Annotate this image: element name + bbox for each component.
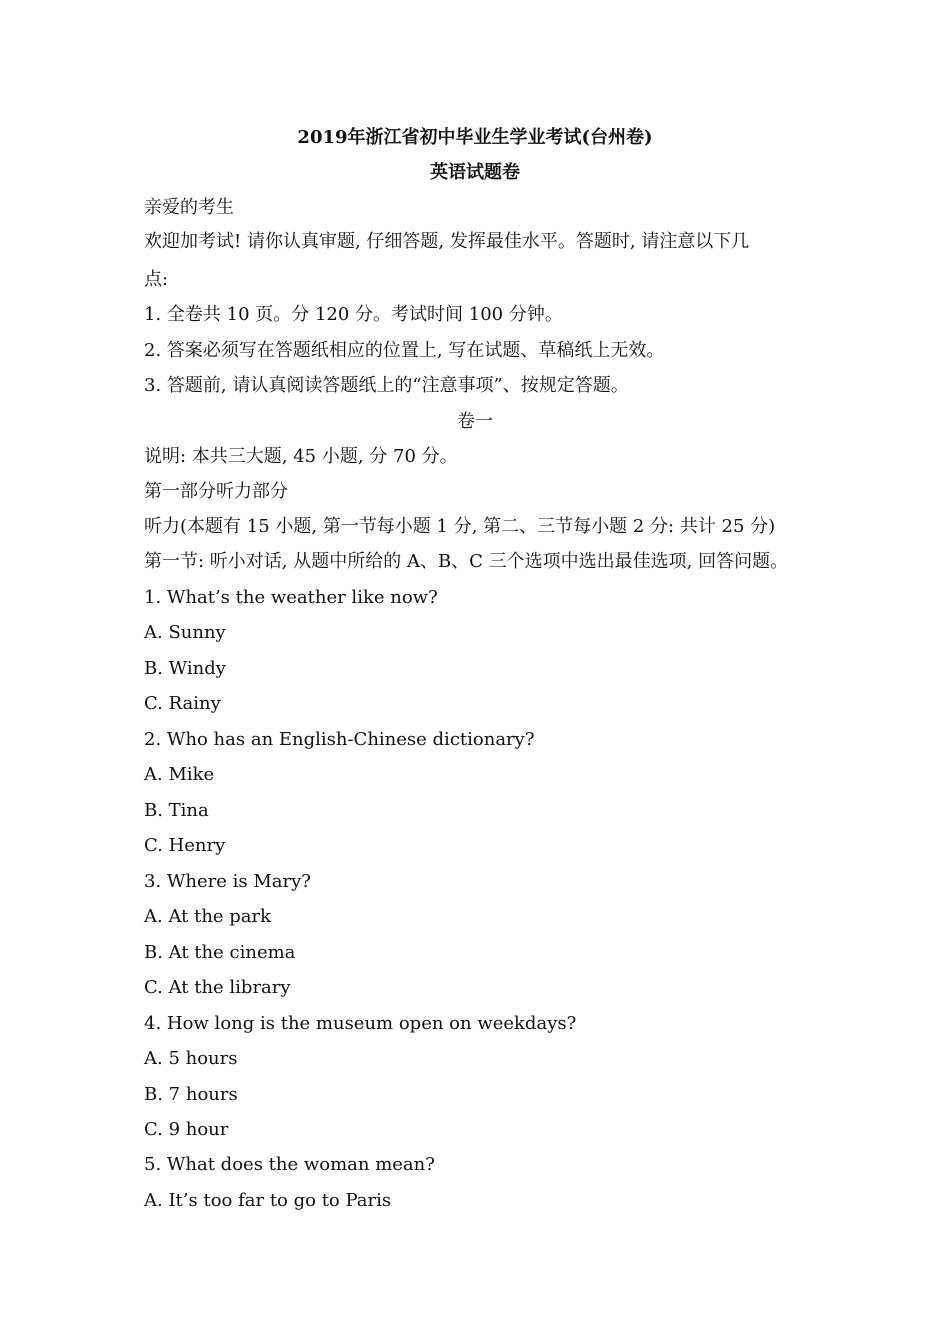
question-stem: 2. Who has an English-Chinese dictionary? [144, 729, 535, 750]
part-title: 第一部分听力部分 [144, 481, 288, 502]
answer-option: C. Rainy [144, 693, 221, 714]
answer-option: B. At the cinema [144, 942, 296, 963]
note-item: 1. 全卷共 10 页。分 120 分。考试时间 100 分钟。 [144, 304, 563, 325]
section-one-intro: 第一节: 听小对话, 从题中所给的 A、B、C 三个选项中选出最佳选项, 回答问题。 [144, 551, 789, 572]
answer-option: B. 7 hours [144, 1084, 238, 1105]
welcome-line-1: 欢迎加考试! 请你认真审题, 仔细答题, 发挥最佳水平。答题时, 请注意以下几 [144, 231, 750, 252]
answer-option: A. Sunny [144, 622, 226, 643]
greeting: 亲爱的考生 [144, 197, 234, 218]
paper-heading: 卷一 [457, 411, 493, 432]
answer-option: A. At the park [144, 906, 272, 927]
welcome-line-2: 点: [144, 269, 169, 290]
exam-title: 2019年浙江省初中毕业生学业考试(台州卷) [297, 127, 653, 148]
answer-option: B. Windy [144, 658, 226, 679]
answer-option: C. 9 hour [144, 1119, 229, 1140]
answer-option: C. Henry [144, 835, 226, 856]
exam-subtitle: 英语试题卷 [430, 162, 520, 183]
answer-option: A. Mike [144, 764, 215, 785]
note-item: 3. 答题前, 请认真阅读答题纸上的“注意事项”、按规定答题。 [144, 375, 629, 396]
note-item: 2. 答案必须写在答题纸相应的位置上, 写在试题、草稿纸上无效。 [144, 340, 665, 361]
listening-intro: 听力(本题有 15 小题, 第一节每小题 1 分, 第二、三节每小题 2 分: 共计 25 分) [144, 516, 776, 537]
question-stem: 4. How long is the museum open on weekdays? [144, 1013, 577, 1034]
question-stem: 3. Where is Mary? [144, 871, 311, 892]
answer-option: C. At the library [144, 977, 291, 998]
answer-option: A. 5 hours [144, 1048, 238, 1069]
question-stem: 1. What’s the weather like now? [144, 587, 438, 608]
answer-option: B. Tina [144, 800, 209, 821]
paper-description: 说明: 本共三大题, 45 小题, 分 70 分。 [144, 446, 458, 467]
question-stem: 5. What does the woman mean? [144, 1154, 435, 1175]
answer-option: A. It’s too far to go to Paris [144, 1190, 392, 1211]
